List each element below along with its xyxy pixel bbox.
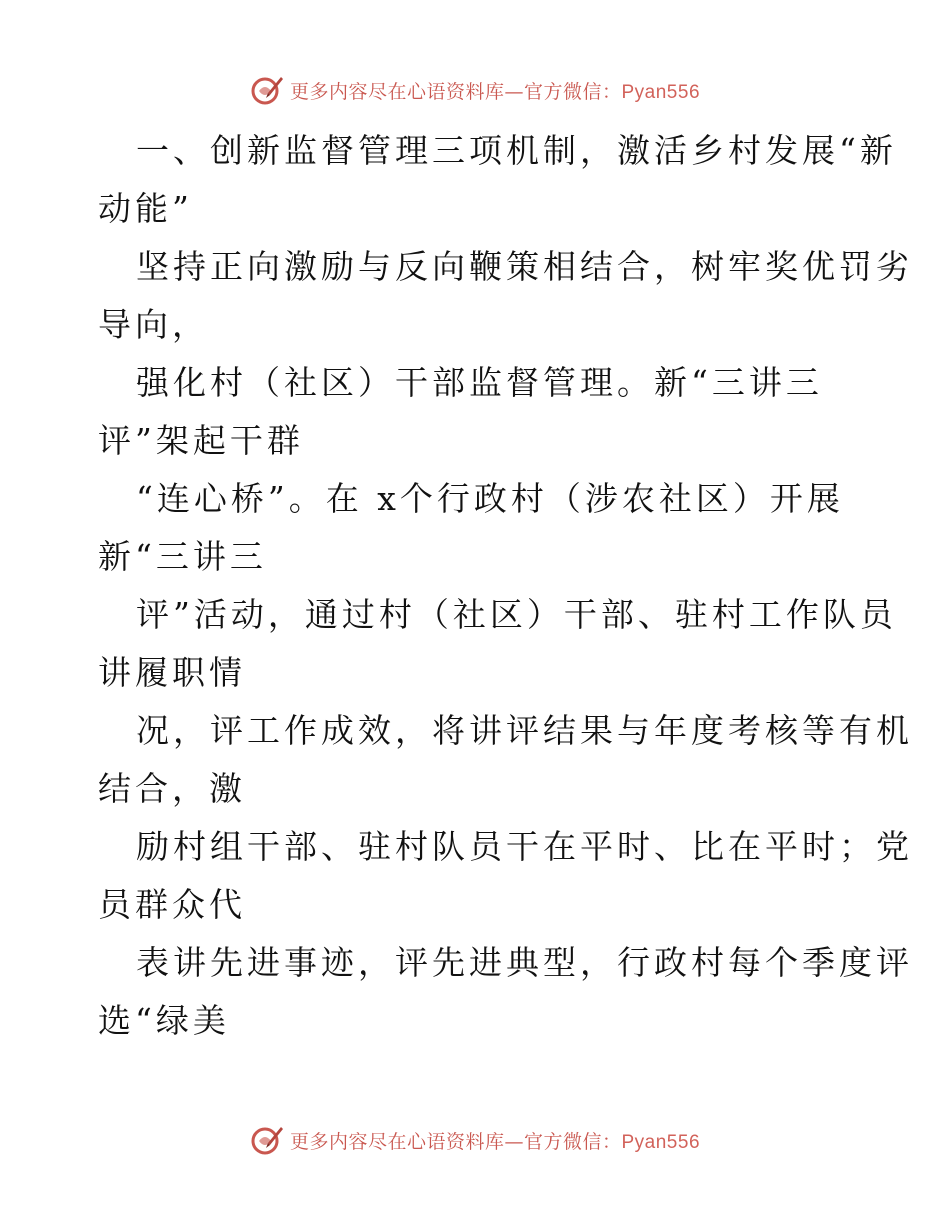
document-body [98,122,913,1050]
text-line: 况，评工作成效，将讲评结果与年度考核等有机 [136,711,913,750]
text-line: 新“三讲三 [98,537,267,576]
text-line: 选“绿美 [98,1001,230,1040]
text-line: 讲履职情 [98,653,246,692]
text-line: 表讲先进事迹，评先进典型，行政村每个季度评 [136,943,913,982]
pen-globe-logo-icon [250,73,284,107]
wechat-id: Pyan556 [621,1131,701,1153]
text-line: 评”活动，通过村（社区）干部、驻村工作队员 [136,595,897,634]
footer-watermark [0,1120,950,1160]
text-line: 结合，激 [98,769,246,808]
text-line: 坚持正向激励与反向鞭策相结合，树牢奖优罚劣 [136,247,913,286]
pen-globe-logo-icon [250,1123,284,1157]
watermark-text: 更多内容尽在心语资料库—官方微信：Pyan556 [289,80,701,103]
text-line: 动能” [98,189,193,228]
text-line: 一、创新监督管理三项机制，激活乡村发展“新 [136,131,897,170]
text-line: 员群众代 [98,885,246,924]
text-line: 评”架起干群 [98,421,304,460]
text-line: 励村组干部、驻村队员干在平时、比在平时；党 [136,827,913,866]
text-line: 导向， [98,305,209,344]
text-line: 强化村（社区）干部监督管理。新“三讲三 [136,363,823,402]
watermark-text: 更多内容尽在心语资料库—官方微信：Pyan556 [289,1130,701,1153]
text-line: “连心桥”。在 x个行政村（涉农社区）开展 [136,479,844,518]
wechat-id: Pyan556 [621,81,701,103]
header-watermark [0,70,950,110]
